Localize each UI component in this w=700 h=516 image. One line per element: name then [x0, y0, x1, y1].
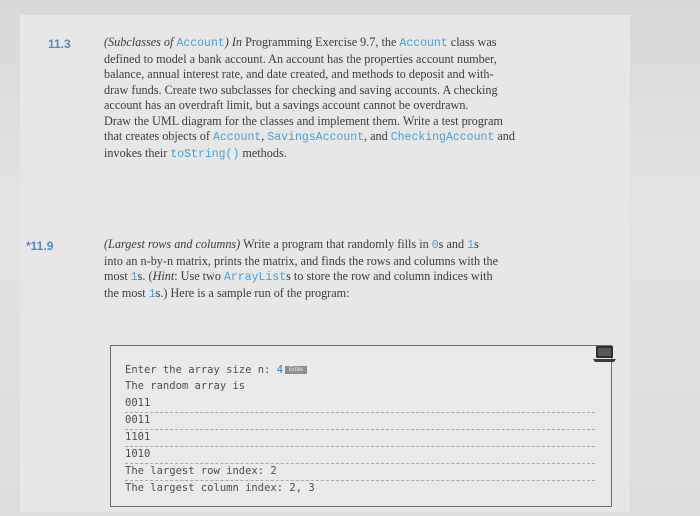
- text-run: Programming Exercise 9.7: [245, 35, 376, 49]
- text-line: [104, 129, 624, 146]
- text-line: [104, 114, 624, 130]
- text-line: [104, 254, 624, 270]
- matrix-row: 0011: [125, 414, 151, 426]
- text-run: ) In: [224, 35, 246, 49]
- text-run: invokes their: [104, 145, 171, 160]
- text-run: s.) Here is a sample run of the program:: [155, 285, 350, 300]
- console-input: 4: [276, 364, 284, 376]
- text-run: s and: [438, 237, 468, 251]
- sample-run-console: [110, 345, 612, 507]
- enter-key-icon: Enter: [285, 366, 307, 374]
- text-run: the most: [104, 285, 149, 300]
- text-run: s to store the row and column indices with: [286, 269, 493, 283]
- text-run: that creates objects of: [104, 129, 213, 143]
- code-token: Account: [399, 37, 448, 50]
- text-run: ,: [261, 129, 268, 143]
- text-line: [104, 52, 624, 68]
- text-run: balance, annual interest rate, and date created, and methods to deposit and with-: [104, 67, 494, 81]
- text-run: , the: [375, 35, 400, 49]
- text-line: [104, 146, 624, 163]
- console-row-result: The largest row index: 2: [125, 465, 277, 477]
- exercise-number: *11.9: [26, 239, 54, 253]
- divider: [125, 446, 595, 447]
- text-run: s: [474, 237, 479, 251]
- text-run: , and: [364, 129, 391, 143]
- text-run: : Use two: [174, 269, 224, 283]
- text-run: draw funds. Create two subclasses for checking and saving accounts. A checking: [104, 82, 498, 97]
- matrix-row: 1010: [125, 448, 151, 460]
- text-line: [104, 286, 624, 303]
- console-prompt: Enter the array size n:: [125, 364, 277, 376]
- console-col-result: The largest column index: 2, 3: [125, 482, 315, 494]
- text-line: [104, 67, 624, 83]
- code-token: 1: [467, 239, 474, 252]
- divider: [125, 463, 595, 464]
- text-run: into an n-by-n matrix, prints the matrix, and finds the rows and columns with the: [104, 253, 498, 268]
- matrix-row: 0011: [125, 397, 151, 409]
- exercise-number: 11.3: [48, 37, 71, 51]
- text-line: [104, 35, 624, 52]
- text-run: defined to model a bank account. An account has the properties account number,: [104, 51, 497, 66]
- text-run: Draw the UML diagram for the classes and implement them. Write a test program: [104, 113, 503, 128]
- console-random-label: The random array is: [125, 380, 246, 392]
- text-run: account has an overdraft limit, but a savings account cannot be overdrawn.: [104, 98, 469, 112]
- text-run: Hint: [152, 269, 175, 283]
- text-line: [104, 83, 624, 99]
- text-run: and: [494, 129, 515, 143]
- exercise-11-3-text: [104, 35, 624, 162]
- console-prompt-line: [125, 364, 307, 376]
- code-token: 0: [431, 239, 439, 252]
- text-run: methods.: [239, 145, 287, 160]
- text-run: most: [104, 269, 131, 283]
- text-line: [104, 237, 624, 254]
- code-token: toString(): [170, 147, 240, 161]
- code-token: 1: [148, 287, 156, 301]
- text-run: (Subclasses of: [104, 35, 177, 49]
- exercise-11-9-text: [104, 237, 624, 302]
- code-token: CheckingAccount: [390, 131, 495, 144]
- code-token: SavingsAccount: [267, 131, 364, 144]
- code-token: 1: [130, 271, 138, 284]
- text-run: s. (: [137, 269, 153, 283]
- textbook-page: [20, 15, 630, 512]
- code-token: ArrayList: [224, 271, 287, 284]
- code-token: Account: [176, 37, 225, 50]
- text-run: Write a program that randomly fills in: [240, 237, 432, 251]
- text-line: [104, 269, 624, 286]
- code-token: Account: [212, 131, 262, 144]
- matrix-row: 1101: [125, 431, 151, 443]
- text-run: class was: [447, 35, 497, 49]
- laptop-icon: [593, 345, 617, 363]
- divider: [125, 429, 595, 430]
- divider: [125, 412, 595, 413]
- text-line: [104, 98, 624, 114]
- divider: [125, 480, 595, 481]
- text-run: (Largest rows and columns): [104, 237, 241, 251]
